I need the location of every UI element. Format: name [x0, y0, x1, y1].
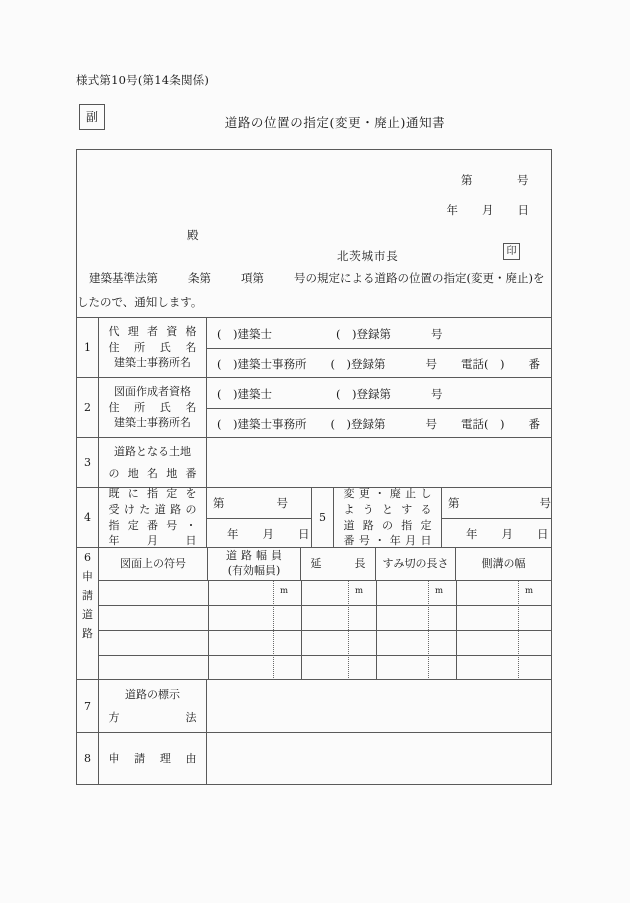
column-header-corner-cut-text: すみ切の長さ	[382, 556, 449, 570]
agent-address-name-label: 住所氏名	[108, 340, 197, 354]
table-row[interactable]	[99, 580, 208, 605]
change-designation-divider	[442, 518, 551, 519]
agent-registration-suffix: 号	[430, 327, 443, 341]
row-label-application-reason	[99, 733, 207, 784]
existing-date-year: 年	[227, 527, 239, 541]
addressee-honorific: 殿	[187, 228, 199, 242]
table-row[interactable]	[99, 605, 208, 630]
drafter-row-divider	[207, 408, 551, 409]
existing-date-month: 月	[262, 527, 274, 541]
table-row[interactable]	[99, 630, 208, 655]
drafter-office-registration-suffix: 号	[425, 417, 437, 431]
drafter-phone-suffix: 番	[528, 417, 540, 431]
table-row-application-reason	[77, 732, 551, 784]
page-title: 道路の位置の指定(変更・廃止)通知書	[224, 115, 446, 130]
change-label-line3: 道路の指定	[343, 518, 432, 532]
row-number-4: 4	[77, 488, 99, 547]
agent-registration-label: ( )登録第	[335, 327, 391, 341]
drafter-qualification-label: 図面作成者資格	[114, 384, 191, 398]
land-label-line2: の地名地番	[108, 466, 197, 480]
form-table	[76, 149, 552, 785]
existing-designation-divider	[207, 518, 311, 519]
drafter-office-name-label: 建築士事務所名	[114, 416, 191, 430]
document-number-suffix: 号	[517, 173, 529, 187]
change-number-suffix: 号	[539, 496, 551, 510]
existing-date-day: 日	[298, 527, 310, 541]
agent-office-name-label: 建築士事務所名	[114, 356, 191, 370]
row-value-existing-designation	[207, 488, 312, 547]
change-label-line2: ようとする	[343, 502, 432, 516]
drafter-office-label: ( )建築士事務所	[217, 417, 307, 431]
column-header-corner-cut	[376, 548, 456, 580]
row-value-change-designation	[442, 488, 551, 547]
row-number-7: 7	[77, 680, 99, 732]
agent-qualification-label: 代理者資格	[108, 324, 197, 338]
agent-office-registration-suffix: 号	[425, 357, 437, 371]
statute-item-label: 号の規定による道路の位置の指定(変更・廃止)を	[294, 271, 545, 285]
row-number-3: 3	[77, 438, 99, 487]
drafter-architect-label: ( )建築士	[217, 387, 272, 401]
date-year-label: 年	[446, 203, 458, 217]
row-label-agent	[99, 318, 207, 377]
change-label-line4: 番号・年月日	[343, 534, 432, 548]
drafter-office-registration-label: ( )登録第	[330, 417, 386, 431]
agent-phone-suffix: 番	[528, 357, 540, 371]
row-value-marking-method[interactable]	[207, 680, 551, 732]
marking-label-line1: 道路の標示	[125, 687, 180, 701]
column-header-symbol-text: 図面上の符号	[120, 556, 186, 570]
existing-label-line4: 年月日	[108, 534, 197, 548]
change-date-year: 年	[466, 527, 478, 541]
existing-label-line1: 既に指定を	[108, 486, 197, 500]
unit-gutter: m	[525, 586, 534, 596]
column-header-effective-width-text: (有効幅員)	[227, 564, 281, 577]
row-number-8: 8	[77, 733, 99, 784]
change-number-field	[448, 495, 551, 511]
table-row-agent	[77, 317, 551, 377]
copy-mark-box: 副	[79, 104, 105, 130]
document-number-field	[461, 172, 529, 188]
table-row-designation	[77, 487, 551, 547]
row-label-existing-designation	[99, 488, 207, 547]
column-header-gutter-width	[456, 548, 551, 580]
unit-width: m	[280, 586, 289, 596]
change-date-field	[466, 526, 549, 542]
table-row[interactable]	[99, 655, 208, 680]
row-number-6: 6	[84, 550, 91, 564]
row-number-2: 2	[77, 378, 99, 437]
agent-office-line	[217, 356, 540, 372]
application-road-vertical-label	[77, 548, 99, 680]
row-number-5: 5	[312, 488, 334, 547]
drafter-registration-label: ( )登録第	[335, 387, 391, 401]
drafter-architect-line	[217, 386, 442, 402]
row-value-land[interactable]	[207, 438, 551, 487]
unit-length: m	[355, 586, 364, 596]
change-date-month: 月	[501, 527, 513, 541]
statute-reference-line	[89, 270, 544, 286]
column-header-symbol	[99, 548, 208, 580]
issuer-name: 北茨城市長	[337, 249, 399, 263]
existing-number-prefix: 第	[213, 496, 225, 510]
date-day-label: 日	[517, 203, 529, 217]
column-header-gutter-width-text: 側溝の幅	[481, 556, 526, 570]
row-value-agent	[207, 318, 551, 377]
row-label-marking-method	[99, 680, 207, 732]
column-header-length-text: 延 長	[310, 556, 366, 570]
document-number-prefix: 第	[461, 173, 473, 187]
agent-phone-label: 電話( )	[460, 357, 505, 371]
land-label-line1: 道路となる土地	[114, 444, 191, 458]
drafter-office-line	[217, 416, 540, 432]
marking-label-line2: 方法	[108, 711, 197, 724]
existing-label-line2: 受けた道路の	[108, 502, 197, 516]
agent-architect-line	[217, 326, 442, 342]
row-label-change-designation	[334, 488, 442, 547]
drafter-phone-label: 電話( )	[460, 417, 505, 431]
vertical-label-char-4: 路	[82, 626, 93, 640]
column-header-road-width-text: 道路幅員	[226, 549, 286, 563]
statute-clause-label: 項第	[241, 271, 264, 285]
agent-architect-label: ( )建築士	[217, 327, 272, 341]
date-month-label: 月	[482, 203, 494, 217]
drafter-registration-suffix: 号	[430, 387, 443, 401]
table-row-marking-method	[77, 679, 551, 732]
row-value-application-reason[interactable]	[207, 733, 551, 784]
preamble-block	[77, 150, 551, 317]
agent-row-divider	[207, 348, 551, 349]
vertical-label-char-2: 請	[82, 588, 93, 602]
vertical-label-char-3: 道	[82, 607, 93, 621]
existing-number-suffix: 号	[276, 496, 288, 510]
existing-number-field	[213, 495, 288, 511]
table-row-drafter	[77, 377, 551, 437]
agent-office-label: ( )建築士事務所	[217, 357, 307, 371]
change-number-prefix: 第	[448, 496, 460, 510]
row-value-drafter	[207, 378, 551, 437]
change-label-line1: 変更・廃止し	[343, 486, 432, 500]
form-number: 様式第10号(第14条関係)	[76, 73, 210, 87]
drafter-address-name-label: 住所氏名	[108, 400, 197, 414]
change-date-day: 日	[537, 527, 549, 541]
statute-article-label: 条第	[188, 271, 211, 285]
row-label-land	[99, 438, 207, 487]
column-header-length	[301, 548, 376, 580]
row-label-drafter	[99, 378, 207, 437]
seal-stamp-box: 印	[503, 243, 520, 260]
reason-label-text: 申請理由	[108, 751, 197, 765]
agent-office-registration-label: ( )登録第	[330, 357, 386, 371]
existing-date-field	[227, 526, 310, 542]
notification-closing-line: したので、通知します。	[77, 295, 203, 309]
document-date-field	[447, 202, 530, 218]
column-header-road-width	[208, 548, 301, 580]
table-row-application-roads	[77, 547, 551, 679]
vertical-label-char-1: 申	[82, 569, 93, 583]
statute-law-label: 建築基準法第	[89, 271, 158, 285]
table-row-land	[77, 437, 551, 487]
row-number-1: 1	[77, 318, 99, 377]
unit-corner-cut: m	[435, 586, 444, 596]
existing-label-line3: 指定番号・	[108, 518, 197, 532]
